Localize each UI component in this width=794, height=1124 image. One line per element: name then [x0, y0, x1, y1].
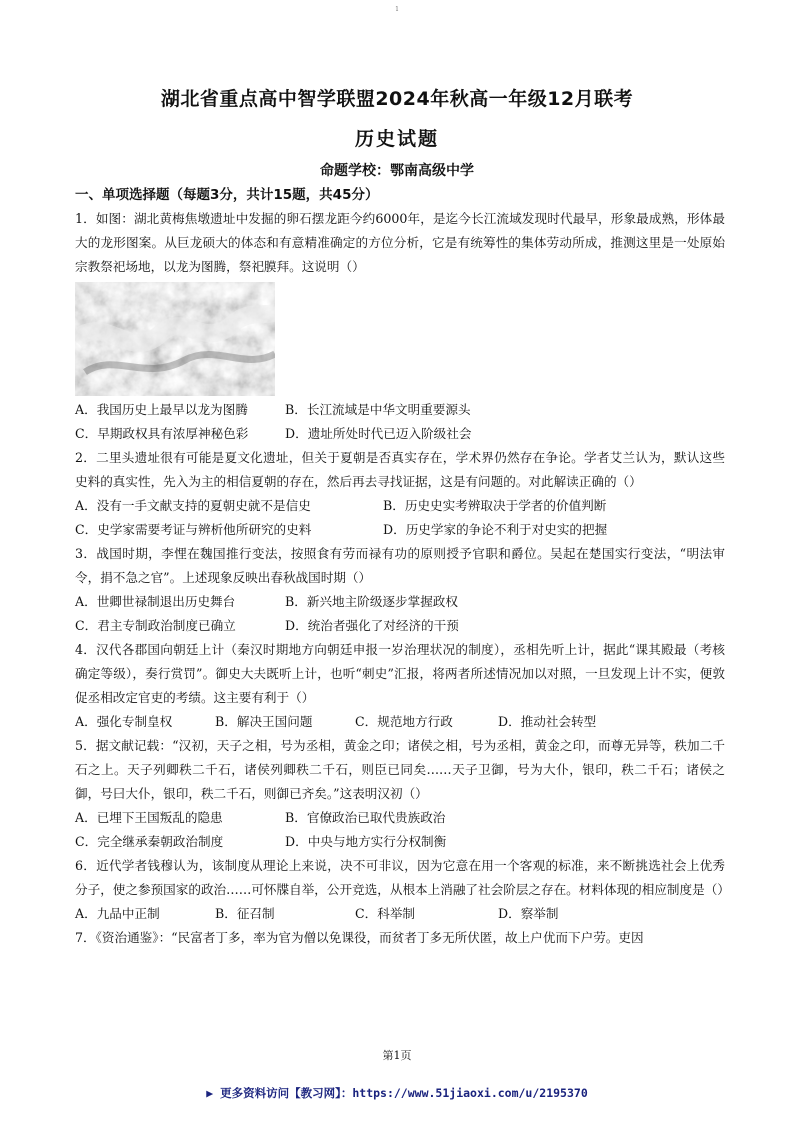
question-stem: 3．战国时期，李悝在魏国推行变法，按照食有劳而禄有功的原则授予官职和爵位。吴起在楚国实行变法，“明法审令，捐不急之官”。上述现象反映出春秋战国时期（） [75, 546, 725, 585]
option-c[interactable]: C．科举制 [355, 906, 416, 921]
options-row [75, 422, 725, 446]
question-6 [75, 854, 730, 926]
figure-container [75, 279, 725, 398]
option-a[interactable]: A．九品中正制 [75, 906, 160, 921]
option-a[interactable]: A．没有一手文献支持的夏朝史就不是信史 [75, 498, 311, 513]
option-d[interactable]: D．遗址所处时代已迈入阶级社会 [285, 426, 472, 441]
question-stem: 6．近代学者钱穆认为，该制度从理论上来说，决不可非议，因为它意在用一个客观的标准，来不断挑选社会上优秀分子，使之参预国家的政治……可怀牒自举，公开竞选，从根本上消融了社会阶层之存在。材料体现的相应制度是（） [75, 858, 730, 897]
options-row [75, 830, 725, 854]
question-stem: 5．据文献记载：“汉初，天子之相，号为丞相，黄金之印；诸侯之相，号为丞相，黄金之印，而尊无异等，秩加二千石之上。天子列卿秩二千石，诸侯列卿秩二千石，则臣已同矣……天子卫御，号为大仆，银印，秩二千石；诸侯之御，号曰大仆，银印，秩二千石，则御已齐矣。”这表明汉初（） [75, 738, 725, 801]
option-a[interactable]: A．我国历史上最早以龙为图腾 [75, 402, 248, 417]
option-b[interactable]: B．长江流域是中华文明重要源头 [285, 402, 471, 417]
options-row [75, 590, 725, 614]
question-5 [75, 734, 725, 854]
exam-content [75, 183, 730, 950]
question-stem: 4．汉代各郡国向朝廷上计（秦汉时期地方向朝廷申报一岁治理状况的制度），丞相先听上计，据此“课其殿最（考核确定等级），奏行赏罚”。御史大夫既听上计，也听“刺史”汇报，将两者所述情况加以对照，一旦发现上计不实，便敦促丞相改定官吏的考绩。这主要有利于（） [75, 642, 725, 705]
option-c[interactable]: C．完全继承秦朝政治制度 [75, 834, 224, 849]
option-a[interactable]: A．已埋下王国叛乱的隐患 [75, 810, 223, 825]
options-row [75, 710, 725, 734]
question-1 [75, 207, 725, 446]
page-number: 第1页 [382, 1049, 412, 1062]
exam-title: 湖北省重点高中智学联盟2024年秋高一年级12月联考 [160, 88, 634, 110]
options-row [75, 518, 725, 542]
question-stem: 7．《资治通鉴》：“民富者丁多，率为官为僧以免课役，而贫者丁多无所伏匿，故上户优而下户劳。吏因 [75, 930, 644, 945]
setter-school: 命题学校：鄂南高级中学 [320, 163, 474, 179]
option-c[interactable]: C．君主专制政治制度已确立 [75, 618, 236, 633]
page-mark: 1 [395, 6, 399, 13]
exam-subject: 历史试题 [354, 128, 439, 150]
question-stem: 1．如图：湖北黄梅焦墩遗址中发掘的卵石摆龙距今约6000年，是迄今长江流域发现时代最早，形象最成熟，形体最大的龙形图案。从巨龙硕大的体态和有意精准确定的方位分析，它是有统筹性的集体劳动所成，推测这里是一处原始宗教祭祀场地，以龙为图腾，祭祀膜拜。这说明（） [75, 211, 725, 274]
section-heading: 一、单项选择题（每题3分，共计15题，共45分） [75, 187, 379, 203]
option-b[interactable]: B．征召制 [215, 906, 275, 921]
question-3 [75, 542, 725, 638]
options-row [75, 806, 725, 830]
options-row [75, 398, 725, 422]
option-a[interactable]: A．世卿世禄制退出历史舞台 [75, 594, 236, 609]
option-a[interactable]: A．强化专制皇权 [75, 714, 173, 729]
option-d[interactable]: D．推动社会转型 [498, 714, 597, 729]
option-c[interactable]: C．史学家需要考证与辨析他所研究的史料 [75, 522, 312, 537]
option-d[interactable]: D．统治者强化了对经济的干预 [285, 618, 459, 633]
question-4 [75, 638, 725, 734]
options-row [75, 902, 725, 926]
question-2 [75, 446, 725, 542]
option-b[interactable]: B．新兴地主阶级逐步掌握政权 [285, 594, 458, 609]
option-c[interactable]: C．规范地方行政 [355, 714, 453, 729]
option-b[interactable]: B．历史史实考辨取决于学者的价值判断 [383, 498, 607, 513]
resource-link[interactable]: ▶ 更多资料访问【教习网】：https://www.51jiaoxi.com/u/2195370 [206, 1086, 588, 1100]
question-stem: 2．二里头遗址很有可能是夏文化遗址，但关于夏朝是否真实存在，学术界仍然存在争论。学者艾兰认为，默认这些史料的真实性，先入为主的相信夏朝的存在，然后再去寻找证据，这是有问题的。对此解读正确的（） [75, 450, 725, 489]
option-b[interactable]: B．解决王国问题 [215, 714, 313, 729]
option-d[interactable]: D．中央与地方实行分权制衡 [285, 834, 447, 849]
options-row [75, 614, 725, 638]
question-7 [75, 926, 725, 950]
option-c[interactable]: C．早期政权具有浓厚神秘色彩 [75, 426, 249, 441]
options-row [75, 494, 725, 518]
stone-dragon-photo [75, 282, 275, 396]
option-b[interactable]: B．官僚政治已取代贵族政治 [285, 810, 446, 825]
option-d[interactable]: D．历史学家的争论不利于对史实的把握 [383, 522, 608, 537]
option-d[interactable]: D．察举制 [498, 906, 559, 921]
